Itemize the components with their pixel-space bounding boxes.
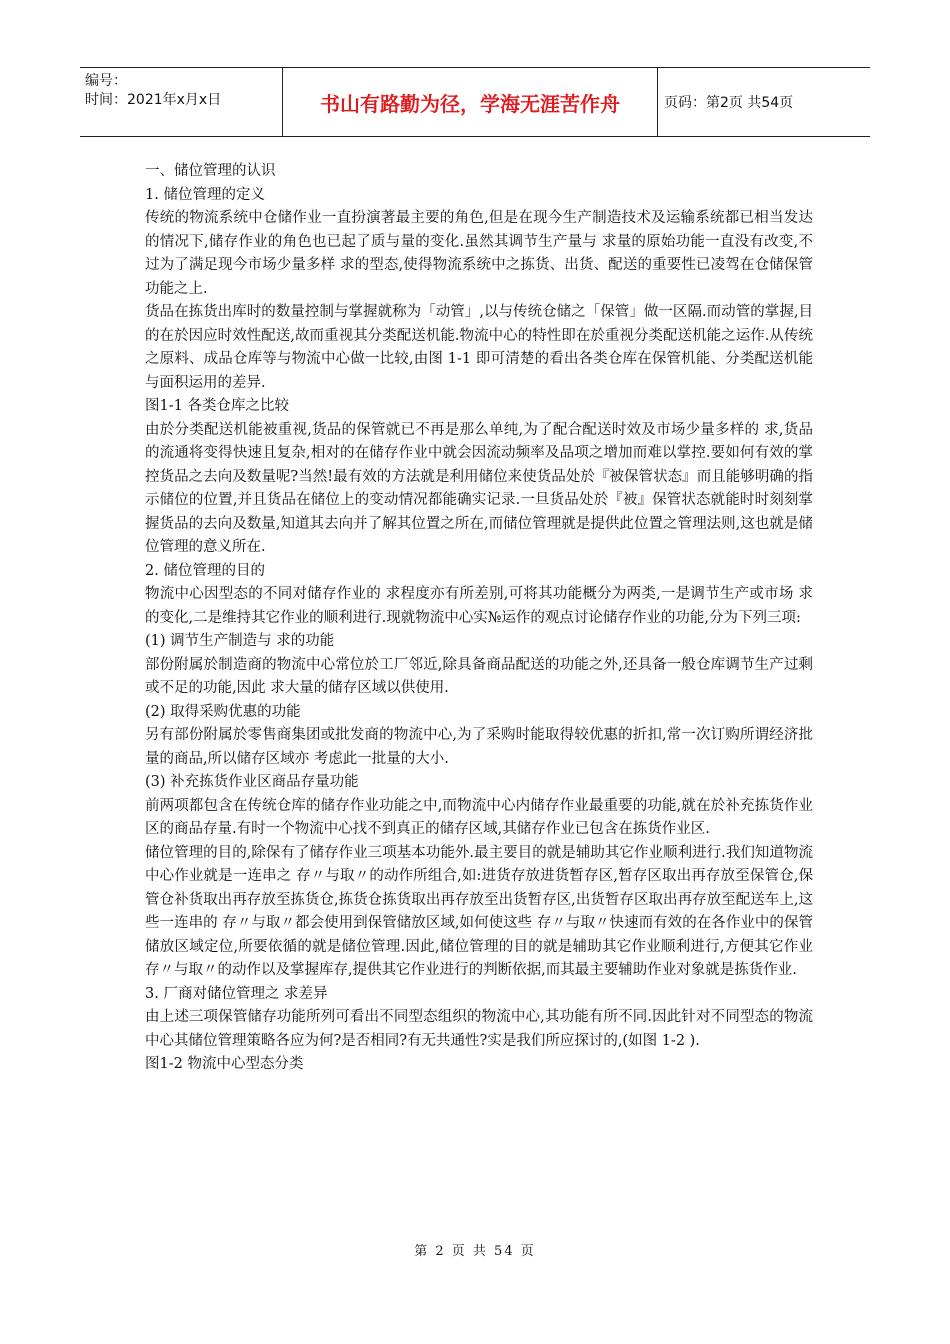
paragraph: 另有部份附属於零售商集团或批发商的物流中心,为了采购时能取得较优惠的折扣,常一次订购所谓经济批量的商品,所以储存区域亦 考虑此一批量的大小. xyxy=(145,727,813,767)
list-heading: (3) 补充拣货作业区商品存量功能 xyxy=(145,774,359,790)
paragraph: 前两项都包含在传统仓库的储存作业功能之中,而物流中心内储存作业最重要的功能,就在於补充拣货作业区的商品存量.有时一个物流中心找不到真正的储存区域,其储存作业已包含在拣货作业区. xyxy=(145,797,813,837)
paragraph: 物流中心因型态的不同对储存作业的 求程度亦有所差别,可将其功能概分为两类,一是调节生产或市场 求的变化,二是维持其它作业的顺利进行.现就物流中心实№运作的观点讨论储存作业的功能,分为下列三项: xyxy=(145,586,813,626)
paragraph: 部份附属於制造商的物流中心常位於工厂邻近,除具备商品配送的功能之外,还具备一般仓库调节生产过剩或不足的功能,因此 求大量的储存区域以供使用. xyxy=(145,656,813,696)
paragraph: 储位管理的目的,除保有了储存作业三项基本功能外.最主要目的就是辅助其它作业顺利进行.我们知道物流中心作业就是一连串之 存〃与取〃的动作所组合,如:进货存放进货暂存区,暂存区取出再存放至保管仓,保管仓补货取出再存放至拣货仓,拣货仓拣货取出再存放至出货暂存区,出货暂存区取出再存放至配送车上,这些一连串的 存〃与取〃都会使用到保管储放区域,如何使这些 存〃与取〃快速而有效的在各作业中的保管储放区域定位,所要依循的就是储位管理.因此,储位管理的目的就是辅助其它作业顺利进行,方便其它作业 存〃与取〃的动作以及掌握库存,提供其它作业进行的判断依据,而其最主要辅助作业对象就是拣货作业. xyxy=(145,844,813,978)
subsection-heading: 1. 储位管理的定义 xyxy=(145,186,265,203)
header-meta xyxy=(80,68,283,136)
list-heading: (2) 取得采购优惠的功能 xyxy=(145,703,301,720)
page-footer: 第 2 页 共 54 页 xyxy=(414,1244,536,1259)
paragraph: 传统的物流系统中仓储作业一直扮演著最主要的角色,但是在现今生产制造技术及运输系统都已相当发达的情况下,储存作业的角色也已起了质与量的变化.虽然其调节生产量与 求量的原始功能一直没有改变,不过为了满足现今市场少量多样 求的型态,使得物流系统中之拣货、出货、配送的重要性已凌驾在仓储保管功能之上. xyxy=(145,210,813,297)
list-heading: (1) 调节生产制造与 求的功能 xyxy=(145,633,335,649)
figure-caption: 图1-2 物流中心型态分类 xyxy=(145,1056,304,1072)
header-motto: 书山有路勤为径，学海无涯苦作舟 xyxy=(283,68,658,136)
page-header xyxy=(80,67,870,137)
figure-caption: 图1-1 各类仓库之比较 xyxy=(145,398,289,414)
paragraph: 货品在拣货出库时的数量控制与掌握就称为「动管」,以与传统仓储之「保管」做一区隔.而动管的掌握,目的在於因应时效性配送,故而重视其分类配送机能.物流中心的特性即在於重视分类配送机能之运作.从传统之原料、成品仓库等与物流中心做一比较,由图 1-1 即可清楚的看出各类仓库在保管机能、分类配送机能与面积运用的差异. xyxy=(145,304,813,391)
section-heading: 一、储位管理的认识 xyxy=(145,163,276,179)
paragraph: 由於分类配送机能被重视,货品的保管就已不再是那么单纯,为了配合配送时效及市场少量多样的 求,货品的流通将变得快速且复杂,相对的在储存作业中就会因流动频率及品项之增加而难以掌控.要如何有效的掌控货品之去向及数量呢?当然!最有效的方法就是利用储位来使货品处於『被保管状态』而且能够明确的指示储位的位置,并且货品在储位上的变动情况都能确实记录.一旦货品处於『被』保管状态就能时时刻刻掌握货品的去向及数量,知道其去向并了解其位置之所在,而储位管理就是提供此位置之管理法则,这也就是储位管理的意义所在. xyxy=(145,421,813,555)
document-body xyxy=(145,160,813,1077)
subsection-heading: 3. 厂商对储位管理之 求差异 xyxy=(145,985,328,1002)
header-page-info: 页码：第2页 共54页 xyxy=(664,95,794,111)
date-line: 时间：2021年x月x日 xyxy=(85,92,222,108)
paragraph: 由上述三项保管储存功能所列可看出不同型态组织的物流中心,其功能有所不同.因此针对不同型态的物流中心其储位管理策略各应为何?是否相同?有无共通性?实是我们所应探讨的,(如图 1-2 ). xyxy=(145,1009,813,1049)
number-label: 编号： xyxy=(85,73,127,89)
subsection-heading: 2. 储位管理的目的 xyxy=(145,562,265,579)
